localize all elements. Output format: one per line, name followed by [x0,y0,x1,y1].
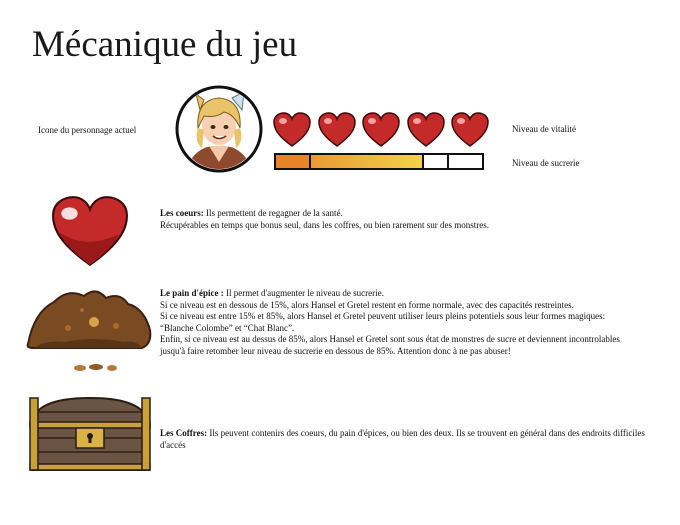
heart-icon [272,111,312,149]
big-heart-icon [46,193,134,271]
gingerbread-item-image [24,282,156,374]
sugar-segment-max [449,155,482,168]
chests-text-1: Ils peuvent contenirs des coeurs, du pain d'épices, ou bien des deux. Ils se trouvent en général dans des endroits difficiles d'accés [160,428,645,450]
sugar-segment-mid [311,155,424,168]
gingerbread-text-4: Enfin, si ce niveau est au dessus de 85%, alors Hansel et Gretel sont sous état de monstres de sucre et deviennent incontrolables jusqu'à faire retomber leur niveau de sucrerie en dessous de 85%. Attention donc à ne pas abuser! [160,334,620,356]
vitality-label: Niveau de vitalité [512,124,576,134]
chest-item-image [26,394,154,474]
treasure-chest-icon [26,394,154,474]
chests-description [160,428,646,451]
character-portrait-icon [174,84,264,174]
hearts-text-1: Ils permettent de regagner de la santé. [203,208,343,218]
vitality-hearts [272,111,490,151]
heart-icon [317,111,357,149]
heart-icon [361,111,401,149]
heart-item-image [46,193,134,271]
gingerbread-text-1: Il permet d'augmenter le niveau de sucrerie. [223,288,384,298]
sugar-level-bar [274,153,484,170]
character-portrait [174,84,264,174]
hearts-text-2: Récupérables en temps que bonus seul, dans les coffres, ou bien rarement sur des monstres. [160,219,489,230]
gingerbread-name: Le pain d'épice : [160,288,224,298]
sugar-segment-low [276,155,311,168]
gingerbread-text-2: Si ce niveau est en dessous de 15%, alors Hansel et Gretel restent en forme normale, avec des capacités restreintes. [160,299,574,310]
character-icon-label: Icone du personnage actuel [38,125,137,135]
gingerbread-icon [24,282,156,374]
sugar-label: Niveau de sucrerie [512,158,580,168]
heart-icon [450,111,490,149]
gingerbread-description [160,288,640,357]
page-title: Mécanique du jeu [32,24,298,65]
heart-icon [406,111,446,149]
sugar-segment-high [424,155,449,168]
chests-name: Les Coffres: [160,428,208,438]
gingerbread-text-3: Si ce niveau est entre 15% et 85%, alors Hansel et Gretel peuvent utiliser leurs pleins potentiels sous leur formes magiques: “Blanche Colombe” et “Chat Blanc”. [160,311,606,333]
hearts-name: Les coeurs: [160,208,204,218]
hearts-description [160,208,560,231]
